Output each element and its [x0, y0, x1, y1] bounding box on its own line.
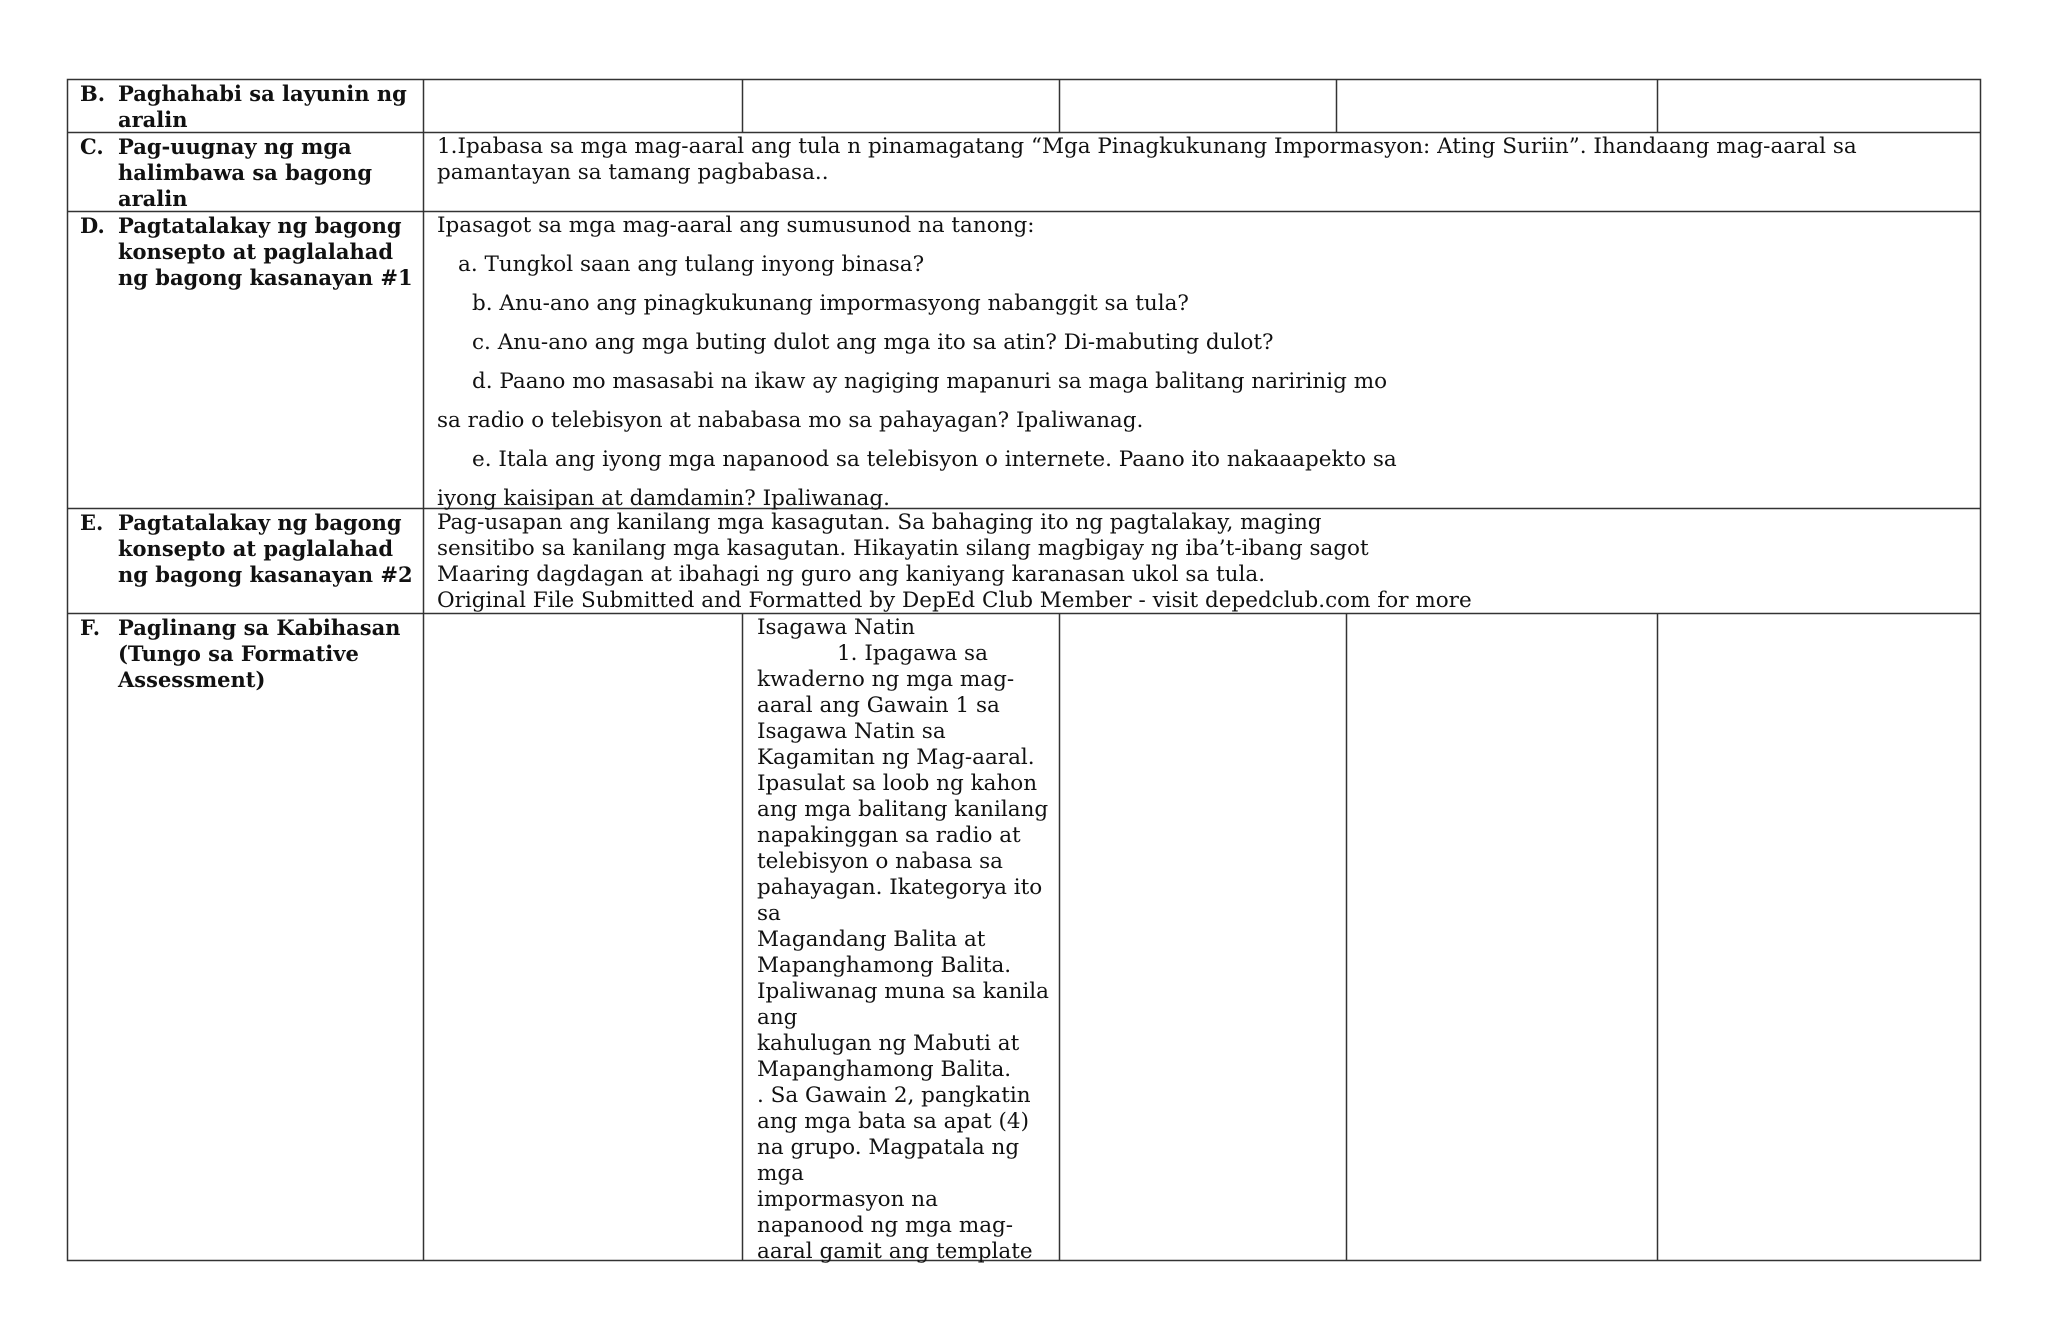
- content-line: sa radio o telebisyon at nababasa mo sa pahayagan? Ipaliwanag.: [437, 408, 1144, 433]
- row-label-line: ng bagong kasanayan #2: [118, 562, 413, 587]
- row-label-line: Paglinang sa Kabihasan: [118, 615, 401, 640]
- activity-line: ang mga bata sa apat (4): [757, 1109, 1029, 1134]
- activity-line: pahayagan. Ikategorya ito: [757, 875, 1043, 900]
- activity-line: aaral gamit ang template: [757, 1239, 1033, 1264]
- footer-note: Original File Submitted and Formatted by DepEd Club Member - visit depedclub.com for more: [437, 588, 1472, 613]
- activity-line: Kagamitan ng Mag-aaral.: [757, 745, 1035, 770]
- question-c: c. Anu-ano ang mga buting dulot ang mga ito sa atin? Di-mabuting dulot?: [472, 330, 1274, 355]
- activity-line: Mapanghamong Balita.: [757, 953, 1012, 978]
- row-label-line: (Tungo sa Formative: [118, 641, 359, 666]
- activity-line: sa: [757, 901, 781, 926]
- row-label-line: ng bagong kasanayan #1: [118, 265, 413, 290]
- content-line: Ipasagot sa mga mag-aaral ang sumusunod na tanong:: [437, 213, 1035, 238]
- question-a: a. Tungkol saan ang tulang inyong binasa?: [458, 252, 925, 277]
- activity-line: ang: [757, 1005, 798, 1030]
- row-letter: C.: [80, 134, 104, 159]
- row-letter: B.: [80, 81, 106, 106]
- content-line: sensitibo sa kanilang mga kasagutan. Hikayatin silang magbigay ng iba’t-ibang sagot: [437, 536, 1369, 561]
- activity-title: Isagawa Natin: [757, 615, 915, 640]
- row-label-line: aralin: [118, 186, 188, 211]
- activity-line: Ipasulat sa loob ng kahon: [757, 771, 1038, 796]
- question-b: b. Anu-ano ang pinagkukunang impormasyong nabanggit sa tula?: [472, 291, 1189, 316]
- activity-line: napanood ng mga mag-: [757, 1213, 1014, 1238]
- activity-line: napakinggan sa radio at: [757, 823, 1021, 848]
- row-label-line: konsepto at paglalahad: [118, 536, 394, 561]
- activity-line: mga: [757, 1161, 804, 1186]
- row-letter: D.: [80, 213, 105, 238]
- activity-line: Magandang Balita at: [757, 927, 986, 952]
- activity-line: Mapanghamong Balita.: [757, 1057, 1012, 1082]
- activity-line: impormasyon na: [757, 1187, 938, 1212]
- content-line: pamantayan sa tamang pagbabasa..: [437, 160, 829, 185]
- content-line: Pag-usapan ang kanilang mga kasagutan. Sa bahaging ito ng pagtalakay, maging: [437, 510, 1322, 535]
- content-line: iyong kaisipan at damdamin? Ipaliwanag.: [437, 486, 890, 511]
- row-label-line: Pagtatalakay ng bagong: [118, 213, 402, 238]
- row-label-line: halimbawa sa bagong: [118, 160, 373, 185]
- activity-line: . Sa Gawain 2, pangkatin: [757, 1083, 1031, 1108]
- activity-line: telebisyon o nabasa sa: [757, 849, 1003, 874]
- activity-line: 1. Ipagawa sa: [837, 641, 988, 666]
- content-line: 1.Ipabasa sa mga mag-aaral ang tula n pinamagatang “Mga Pinagkukunang Impormasyon: Ating Suriin”. Ihandaang mag-aaral sa: [437, 134, 1857, 159]
- activity-line: na grupo. Magpatala ng: [757, 1135, 1020, 1160]
- row-label-line: aralin: [118, 107, 188, 132]
- question-e: e. Itala ang iyong mga napanood sa telebisyon o internete. Paano ito nakaaapekto sa: [472, 447, 1397, 472]
- activity-line: kwaderno ng mga mag-: [757, 667, 1015, 692]
- row-label-line: Paghahabi sa layunin ng: [118, 81, 407, 106]
- row-label-line: Pagtatalakay ng bagong: [118, 510, 402, 535]
- activity-line: Isagawa Natin sa: [757, 719, 946, 744]
- row-letter: E.: [80, 510, 104, 535]
- row-letter: F.: [80, 615, 101, 640]
- question-d: d. Paano mo masasabi na ikaw ay nagiging mapanuri sa maga balitang naririnig mo: [472, 369, 1388, 394]
- activity-line: Ipaliwanag muna sa kanila: [757, 979, 1049, 1004]
- row-label-line: Pag-uugnay ng mga: [118, 134, 352, 159]
- row-label-line: Assessment): [118, 667, 266, 692]
- activity-line: ang mga balitang kanilang: [757, 797, 1049, 822]
- activity-line: kahulugan ng Mabuti at: [757, 1031, 1020, 1056]
- content-line: Maaring dagdagan at ibahagi ng guro ang kaniyang karanasan ukol sa tula.: [437, 562, 1266, 587]
- row-label-line: konsepto at paglalahad: [118, 239, 394, 264]
- activity-line: aaral ang Gawain 1 sa: [757, 693, 1000, 718]
